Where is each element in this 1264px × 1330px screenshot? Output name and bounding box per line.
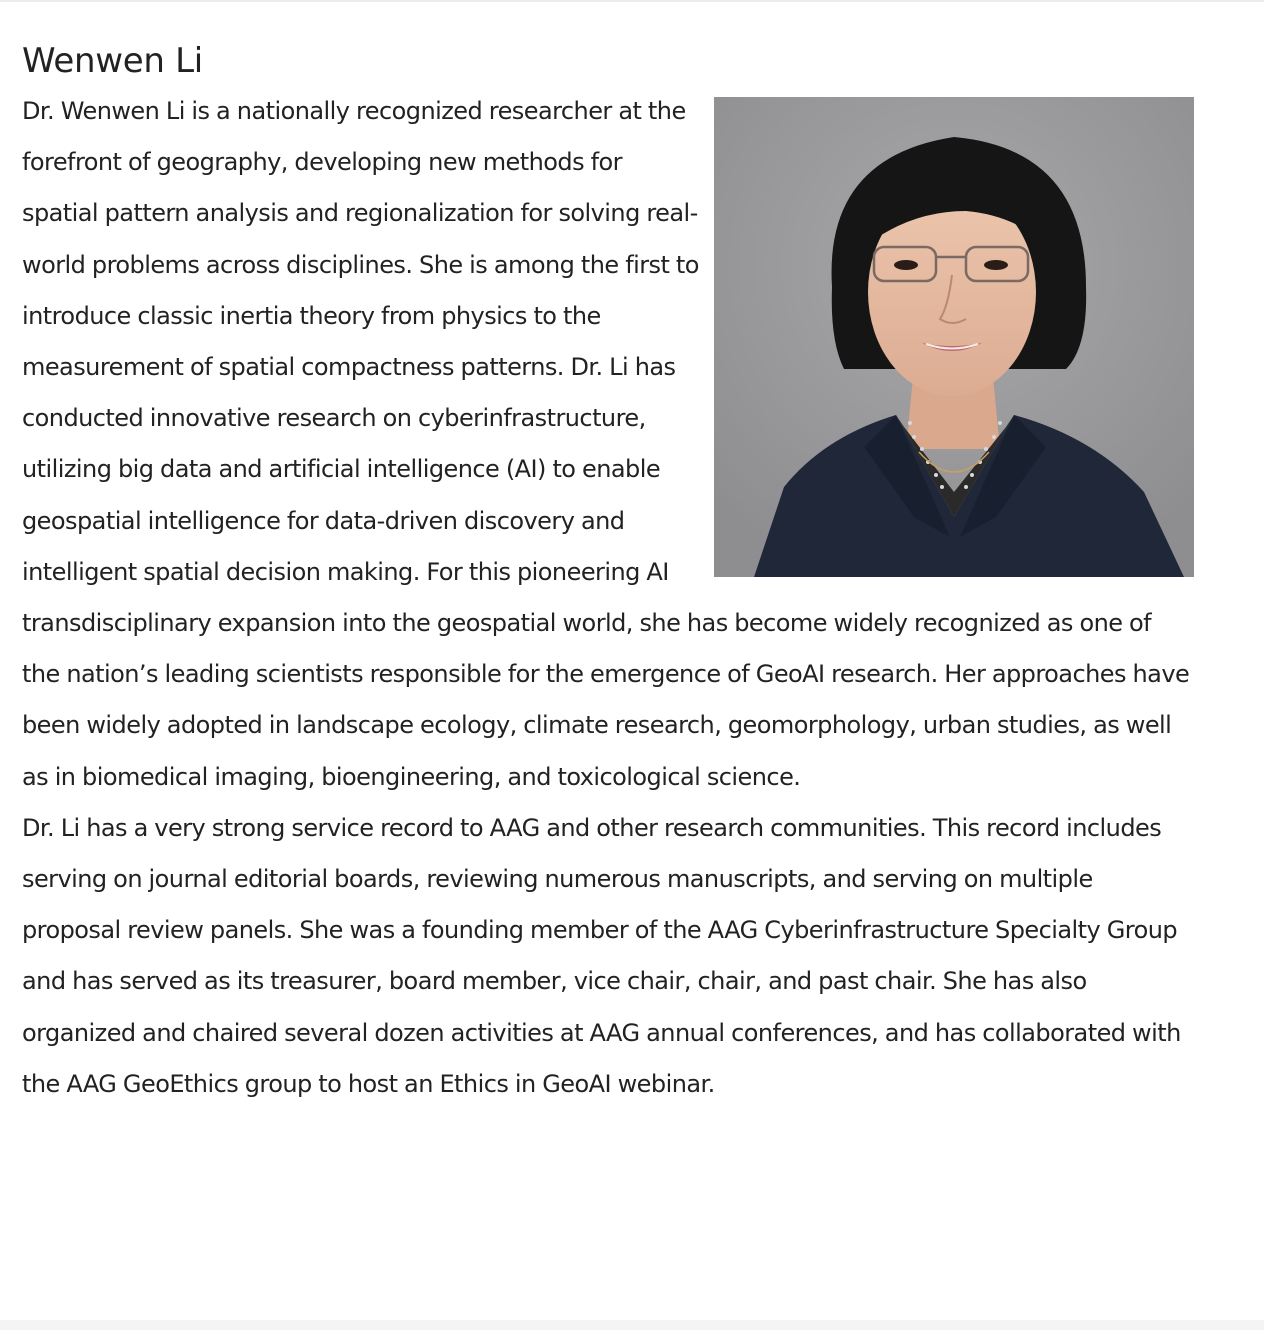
bio-section bbox=[22, 36, 1194, 1110]
person-name: Wenwen Li bbox=[22, 41, 203, 81]
bio-paragraph-research: Dr. Wenwen Li is a nationally recognized researcher at the forefront of geography, developing new methods for spatial pattern analysis and regionalization for solving real-world problems across disciplines. She is among the first to introduce classic inertia theory from physics to the measurement of spatial compactness patterns. Dr. Li has conducted innovative research on cyberinfrastructure, utilizing big data and artificial intelligence (AI) to enable geospatial intelligence for data-driven discovery and intelligent spatial decision making. For this pioneering AI transdisciplinary expansion into the geospatial world, she has become widely recognized as one of the nation’s leading scientists responsible for the emergence of GeoAI research. Her approaches have been widely adopted in landscape ecology, climate research, geomorphology, urban studies, as well as in biomedical imaging, bioengineering, and toxicological science. bbox=[22, 97, 1190, 791]
portrait-illustration bbox=[714, 97, 1194, 577]
bio-paragraph-service: Dr. Li has a very strong service record to AAG and other research communities. This record includes serving on journal editorial boards, reviewing numerous manuscripts, and serving on multiple proposal review panels. She was a founding member of the AAG Cyberinfrastructure Specialty Group and has served as its treasurer, board member, vice chair, chair, and past chair. She has also organized and chaired several dozen activities at AAG annual conferences, and has collaborated with the AAG GeoEthics group to host an Ethics in GeoAI webinar. bbox=[22, 813, 1181, 1098]
portrait-photo bbox=[714, 97, 1194, 577]
